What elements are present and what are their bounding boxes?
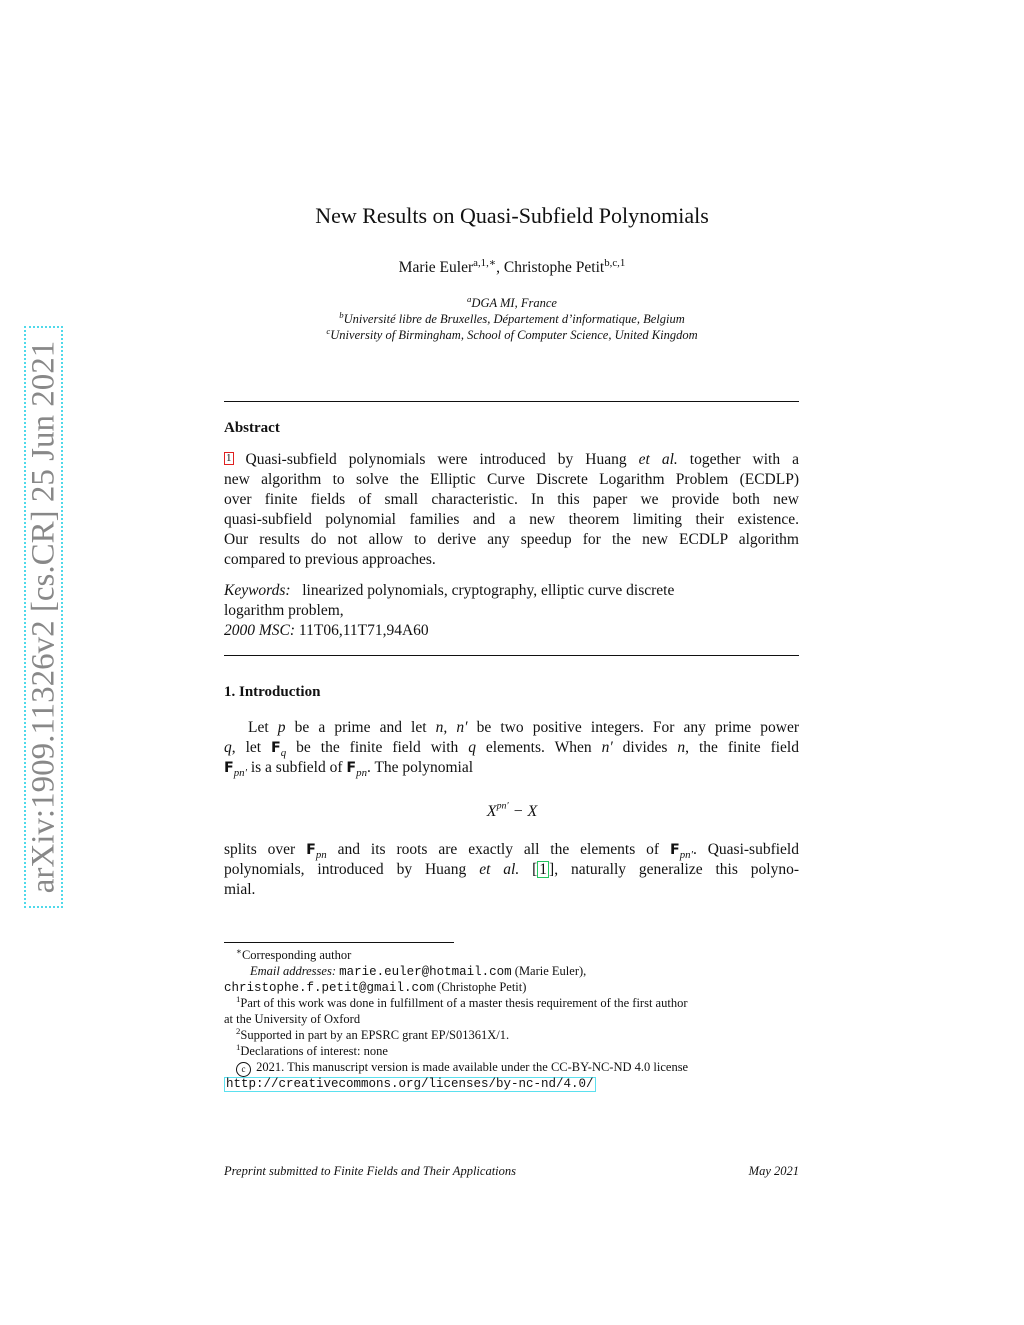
abstract-line: compared to previous approaches.	[224, 551, 436, 568]
affiliation-text: DGA MI, France	[471, 296, 557, 310]
footnote-line	[224, 1043, 799, 1059]
footnote-text: 2021. This manuscript version is made available under the CC-BY-NC-ND 4.0 license	[253, 1060, 689, 1074]
display-equation	[0, 800, 1024, 821]
footnote-link[interactable]: 1	[226, 452, 232, 464]
affiliation-mark: a	[467, 293, 472, 304]
abstract-line: over finite fields of small characteristic. In this paper we provide both new	[224, 491, 799, 508]
author-separator: ,	[496, 259, 504, 276]
footnote-line	[224, 963, 799, 979]
math: − X	[508, 803, 538, 820]
text: be a prime and let	[285, 719, 436, 736]
keywords-block	[224, 581, 799, 641]
affiliation	[0, 325, 1024, 343]
footnote-text: Supported in part by an EPSRC grant EP/S01361X/1.	[240, 1028, 510, 1042]
finite-field-symbol: F	[346, 760, 357, 776]
abstract-top-rule	[224, 401, 799, 402]
math: n, n′	[435, 719, 468, 736]
abstract-heading: Abstract	[224, 420, 280, 436]
affiliation-text: University of Birmingham, School of Computer Science, United Kingdom	[330, 328, 698, 342]
text: Let	[248, 719, 278, 736]
email-link[interactable]: christophe.f.petit@gmail.com	[224, 981, 435, 995]
intro-line	[224, 840, 799, 860]
footnote-line	[224, 979, 799, 995]
math: p	[277, 719, 286, 736]
footnote-text: Corresponding author	[241, 948, 352, 962]
author-marks: b,c,1	[604, 256, 626, 269]
math: pn′	[496, 800, 509, 812]
math: pn	[315, 849, 327, 862]
msc-label: 2000 MSC:	[224, 622, 296, 639]
intro-line: mial.	[224, 881, 256, 898]
et-al: et al.	[638, 451, 678, 468]
text: divides	[612, 739, 678, 756]
affiliation	[0, 309, 1024, 327]
finite-field-symbol: F	[224, 760, 234, 776]
text: , the finite field	[685, 739, 799, 756]
author-marks: a,1,∗	[473, 256, 497, 269]
footnote-line	[224, 947, 799, 963]
text: is a subfield of	[246, 759, 347, 776]
keywords-text: linearized polynomials, cryptography, elliptic curve discrete	[302, 582, 675, 599]
math: q	[468, 739, 476, 756]
math: n	[677, 739, 686, 756]
license-link[interactable]: http://creativecommons.org/licenses/by-nc-nd/4.0/	[226, 1077, 594, 1091]
math: pn′	[679, 849, 693, 862]
abstract-line: new algorithm to solve the Elliptic Curve Discrete Logarithm Problem (ECDLP)	[224, 471, 799, 488]
footnote-line: at the University of Oxford	[224, 1012, 361, 1026]
msc-value: 11T06,11T71,94A60	[298, 622, 429, 639]
arxiv-stamp: arXiv:1909.11326v2 [cs.CR] 25 Jun 2021	[25, 340, 62, 894]
footnote-mark: 1	[236, 993, 241, 1004]
footnote-text: (Marie Euler),	[511, 964, 587, 978]
text: , let	[231, 739, 272, 756]
intro-line: polynomials, introduced by Huang et al. [ 1 ], naturally generalize this polyno-	[224, 861, 799, 878]
affiliation-mark: c	[326, 325, 331, 336]
footnote-mark: ∗	[236, 945, 242, 956]
footnote-mark: 2	[236, 1025, 241, 1036]
text: . The polynomial	[366, 759, 474, 776]
footnote-mark: 1	[236, 1041, 241, 1052]
author-name: Marie Euler	[398, 259, 474, 276]
keywords-label: Keywords:	[224, 582, 291, 599]
email-link[interactable]: marie.euler@hotmail.com	[339, 965, 512, 979]
footnote-line	[224, 1059, 799, 1075]
affiliation	[0, 293, 1024, 311]
copyright-icon: c	[236, 1062, 251, 1077]
msc-line	[224, 621, 799, 641]
text: and its roots are exactly all the elements of	[326, 841, 670, 858]
math: q	[280, 747, 287, 760]
abstract-bottom-rule	[224, 655, 799, 656]
abstract-text: Quasi-subfield polynomials were introduced by Huang	[233, 451, 639, 468]
footnote-line	[224, 995, 799, 1011]
footnote-line	[224, 1075, 799, 1091]
intro-line	[224, 758, 799, 778]
intro-line	[224, 718, 799, 738]
abstract-body	[224, 450, 799, 570]
section-heading: 1. Introduction	[224, 684, 321, 700]
footnote-rule	[224, 942, 454, 943]
text: , naturally generalize this polyno-	[554, 861, 799, 878]
citation-link[interactable]: 1	[539, 861, 548, 878]
footnote-text: Part of this work was done in fulfillment of a master thesis requirement of the first author	[240, 996, 688, 1010]
math: pn′	[233, 767, 247, 780]
footnote-text: Declarations of interest: none	[240, 1044, 388, 1058]
affiliation-mark: b	[339, 309, 344, 320]
author-name: Christophe Petit	[503, 259, 605, 276]
footnote-text: (Christophe Petit)	[434, 980, 527, 994]
footer-right: May 2021	[748, 1164, 799, 1178]
footer-left: Preprint submitted to Finite Fields and Their Applications	[224, 1164, 516, 1178]
footnote-line	[224, 1027, 799, 1043]
abstract-line	[224, 450, 799, 470]
math: X	[486, 803, 497, 820]
abstract-line: quasi-subfield polynomial families and a new theorem limiting their existence.	[224, 511, 799, 528]
abstract-line: Our results do not allow to derive any speedup for the new ECDLP algorithm	[224, 531, 799, 548]
intro-paragraph-1	[224, 718, 799, 778]
math: q	[224, 739, 232, 756]
keywords-line	[224, 581, 799, 601]
paper-title: New Results on Quasi-Subfield Polynomials	[315, 203, 709, 228]
affiliation-text: Université libre de Bruxelles, Département d’informatique, Belgium	[343, 312, 685, 326]
email-label: Email addresses:	[250, 964, 336, 978]
author-line	[0, 256, 1024, 277]
footnotes	[224, 947, 799, 1091]
abstract-text: together with a	[677, 451, 799, 468]
intro-paragraph-2	[224, 840, 799, 900]
text: be two positive integers. For any prime power	[467, 719, 800, 736]
text: splits over	[224, 841, 307, 858]
text: polynomials, introduced by Huang	[224, 861, 480, 878]
text: . Quasi-subfield	[692, 841, 799, 858]
intro-line	[224, 738, 799, 758]
keywords-line: logarithm problem,	[224, 602, 344, 619]
et-al: et al.	[479, 861, 520, 878]
text: elements. When	[475, 739, 602, 756]
finite-field-symbol: F	[271, 740, 281, 756]
finite-field-symbol: F	[669, 842, 680, 858]
text: be the finite field with	[286, 739, 469, 756]
finite-field-symbol: F	[306, 842, 316, 858]
math: n′	[601, 739, 613, 756]
math: pn	[356, 767, 367, 780]
